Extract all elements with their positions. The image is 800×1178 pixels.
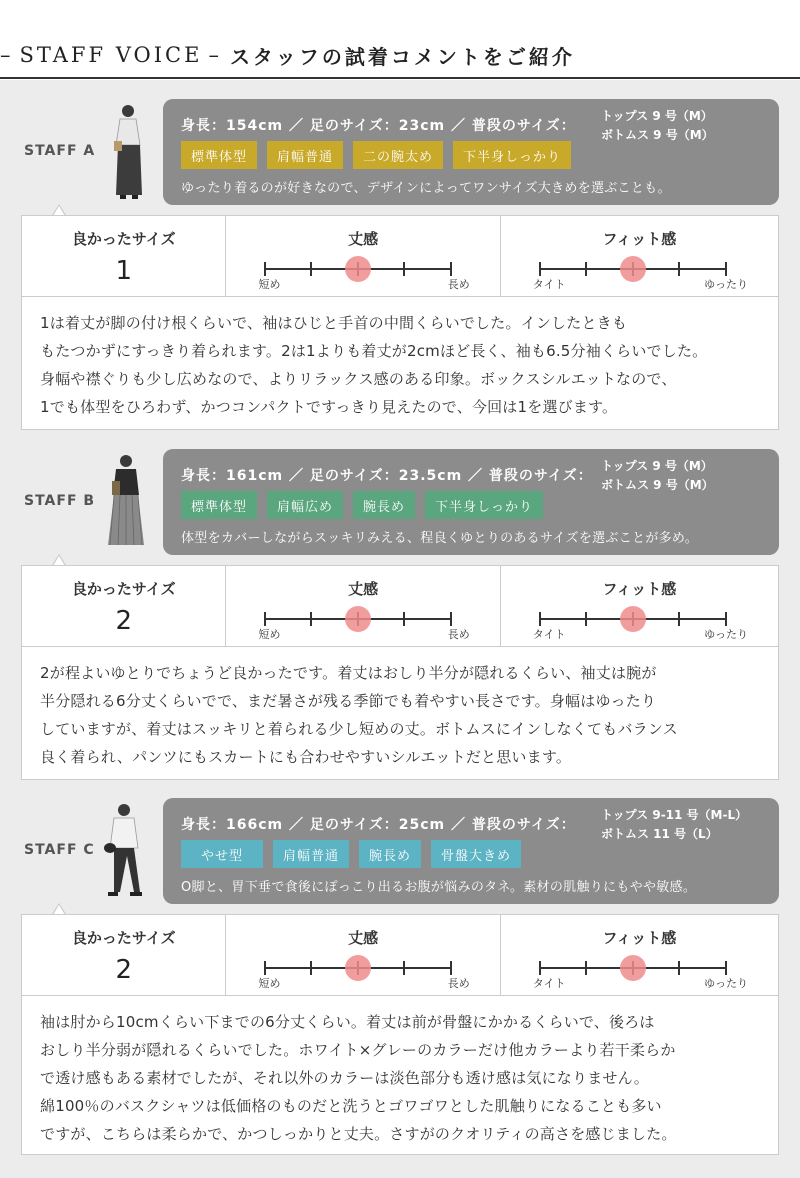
staff-c-tag: 腕長め: [359, 840, 421, 868]
staff-b-tag: 下半身しっかり: [425, 491, 543, 519]
staff-b-tag: 腕長め: [353, 491, 415, 519]
staff-b-bottoms-size: ボトムス 9 号（M）: [601, 478, 714, 492]
staff-a-good-size: [22, 216, 226, 296]
staff-c-pointer: [52, 903, 66, 914]
tight-label: タイト: [532, 278, 566, 291]
staff-a-tops-size: トップス 9 号（M）: [601, 109, 713, 123]
staff-a-fit-scale: [501, 216, 778, 296]
comment-line: 1でも体型をひろわず、かつコンパクトですっきり見えたので、今回は1を選びます。: [40, 398, 618, 416]
good-size-value: 2: [115, 606, 132, 636]
staff-a-label: STAFF A: [24, 143, 96, 159]
tight-label: タイト: [532, 628, 566, 641]
title-japanese: スタッフの試着コメントをご紹介: [229, 44, 575, 69]
comment-line: 身幅や襟ぐりも少し広めなので、よりリラックス感のある印象。ボックスシルエットなので、: [40, 370, 677, 388]
header-rule: [0, 77, 800, 79]
staff-b-length-scale: [226, 566, 500, 646]
staff-b-pointer: [52, 554, 66, 565]
staff-a-comment: [21, 296, 779, 430]
comment-line: 良く着られ、パンツにもスカートにも合わせやすいシルエットだと思います。: [40, 748, 572, 766]
staff-a-tags: [181, 141, 571, 169]
long-label: 長め: [447, 977, 470, 990]
staff-b-info-card: [163, 449, 779, 555]
staff-a-usual-size: [601, 107, 714, 145]
staff-c-usual-size: [601, 806, 747, 844]
staff-c-tags: [181, 840, 521, 868]
staff-b-size-table: [21, 565, 779, 647]
fit-marker: [620, 606, 646, 632]
staff-a-size-table: [21, 215, 779, 297]
staff-c-bottoms-size: ボトムス 11 号（L）: [601, 827, 718, 841]
tight-label: タイト: [532, 977, 566, 990]
length-label: 丈感: [348, 929, 379, 947]
long-label: 長め: [447, 278, 470, 291]
fit-marker: [620, 955, 646, 981]
staff-a-pointer: [52, 204, 66, 215]
fit-label: フィット感: [602, 580, 677, 598]
comment-line: 綿100％のバスクシャツは低価格のものだと洗うとゴワゴワとした肌触りになることも多い: [40, 1097, 662, 1115]
comment-line: 1は着丈が脚の付け根くらいで、袖はひじと手首の中間くらいでした。インしたときも: [40, 314, 628, 332]
comment-line: で透け感もある素材でしたが、それ以外のカラーは淡色部分も透け感は気になりません。: [40, 1069, 649, 1087]
comment-line: 半分隠れる6分丈くらいでで、まだ暑さが残る季節でも着やすい長さです。身幅はゆったり: [40, 692, 657, 710]
title-dash-mid: –: [208, 43, 222, 67]
page-title: [0, 40, 575, 70]
staff-b-stats: 身長：161cm ／ 足のサイズ：23.5cm ／ 普段のサイズ：: [181, 468, 593, 484]
fit-scale-bar: [539, 961, 727, 975]
good-size-value: 2: [115, 955, 132, 985]
staff-a-bottoms-size: ボトムス 9 号（M）: [601, 128, 714, 142]
loose-label: ゆったり: [704, 977, 748, 990]
fit-label: フィット感: [602, 929, 677, 947]
staff-c-info-card: [163, 798, 779, 904]
staff-a-tag: 肩幅普通: [267, 141, 343, 169]
staff-a-stats: 身長：154cm ／ 足のサイズ：23cm ／ 普段のサイズ：: [181, 118, 576, 134]
length-scale-bar: [264, 262, 452, 276]
good-size-label: 良かったサイズ: [71, 230, 176, 248]
short-label: 短め: [258, 977, 281, 990]
comment-line: ですが、こちらは柔らかで、かつしっかりと丈夫。さすがのクオリティの高さを感じました。: [40, 1125, 677, 1143]
page-header: [0, 0, 800, 80]
staff-b-tags: [181, 491, 543, 519]
staff-a-photo: [100, 101, 152, 201]
length-scale-bar: [264, 961, 452, 975]
staff-c-good-size: [22, 915, 226, 995]
staff-b-fit-scale: [501, 566, 778, 646]
staff-a-tag: 二の腕太め: [353, 141, 443, 169]
long-label: 長め: [447, 628, 470, 641]
staff-a-length-scale: [226, 216, 500, 296]
length-marker: [345, 606, 371, 632]
loose-label: ゆったり: [704, 628, 748, 641]
staff-a-tag: 下半身しっかり: [453, 141, 571, 169]
staff-b-figure-icon: [100, 451, 152, 551]
staff-c-tag: 肩幅普通: [273, 840, 349, 868]
staff-section-c: [0, 796, 800, 1146]
staff-c-photo: [100, 800, 152, 900]
comment-line: していますが、着丈はスッキリと着られる少し短めの丈。ボトムスにインしなくてもバランス: [40, 720, 678, 738]
staff-c-length-scale: [226, 915, 500, 995]
comment-line: もたつかずにすっきり着られます。2は1よりも着丈が2cmほど長く、袖も6.5分袖くらいでした。: [40, 342, 708, 360]
fit-scale-bar: [539, 612, 727, 626]
length-label: 丈感: [348, 230, 379, 248]
good-size-label: 良かったサイズ: [71, 580, 176, 598]
comment-line: 2が程よいゆとりでちょうど良かったです。着丈はおしり半分が隠れるくらい、袖丈は腕が: [40, 664, 657, 682]
short-label: 短め: [258, 628, 281, 641]
loose-label: ゆったり: [704, 278, 748, 291]
staff-b-good-size: [22, 566, 226, 646]
staff-c-fit-scale: [501, 915, 778, 995]
length-marker: [345, 256, 371, 282]
good-size-label: 良かったサイズ: [71, 929, 176, 947]
staff-a-figure-icon: [100, 101, 152, 201]
staff-c-stats: 身長：166cm ／ 足のサイズ：25cm ／ 普段のサイズ：: [181, 817, 576, 833]
length-marker: [345, 955, 371, 981]
staff-c-comment: [21, 995, 779, 1155]
staff-c-tag: やせ型: [181, 840, 263, 868]
length-label: 丈感: [348, 580, 379, 598]
good-size-value: 1: [115, 256, 132, 286]
staff-a-info-card: [163, 99, 779, 205]
staff-b-tag: 標準体型: [181, 491, 257, 519]
staff-c-tops-size: トップス 9-11 号（M-L）: [601, 808, 748, 822]
staff-c-size-table: [21, 914, 779, 996]
length-scale-bar: [264, 612, 452, 626]
staff-c-tag: 骨盤大きめ: [431, 840, 521, 868]
staff-b-comment: [21, 646, 779, 780]
title-dash-left: –: [0, 43, 14, 67]
fit-scale-bar: [539, 262, 727, 276]
staff-b-tops-size: トップス 9 号（M）: [601, 459, 713, 473]
short-label: 短め: [258, 278, 281, 291]
staff-b-photo: [100, 451, 152, 551]
staff-b-label: STAFF B: [24, 493, 96, 509]
staff-c-figure-icon: [100, 800, 152, 900]
title-english: STAFF VOICE: [19, 43, 203, 67]
staff-section-b: [0, 447, 800, 797]
comment-line: おしり半分弱が隠れるくらいでした。ホワイト×グレーのカラーだけ他カラーより若干柔らか: [40, 1041, 676, 1059]
staff-a-tag: 標準体型: [181, 141, 257, 169]
fit-marker: [620, 256, 646, 282]
staff-c-label: STAFF C: [24, 842, 95, 858]
staff-b-usual-size: [601, 457, 714, 495]
fit-label: フィット感: [602, 230, 677, 248]
comment-line: 袖は肘から10cmくらい下までの6分丈くらい。着丈は前が骨盤にかかるくらいで、後ろは: [40, 1013, 655, 1031]
staff-b-tag: 肩幅広め: [267, 491, 343, 519]
staff-b-note: 体型をカバーしながらスッキリみえる、程良くゆとりのあるサイズを選ぶことが多め。: [181, 531, 699, 546]
staff-section-a: [0, 97, 800, 447]
staff-a-note: ゆったり着るのが好きなので、デザインによってワンサイズ大きめを選ぶことも。: [181, 181, 671, 196]
staff-c-note: O脚と、胃下垂で食後にぽっこり出るお腹が悩みのタネ。素材の肌触りにもやや敏感。: [181, 880, 697, 895]
